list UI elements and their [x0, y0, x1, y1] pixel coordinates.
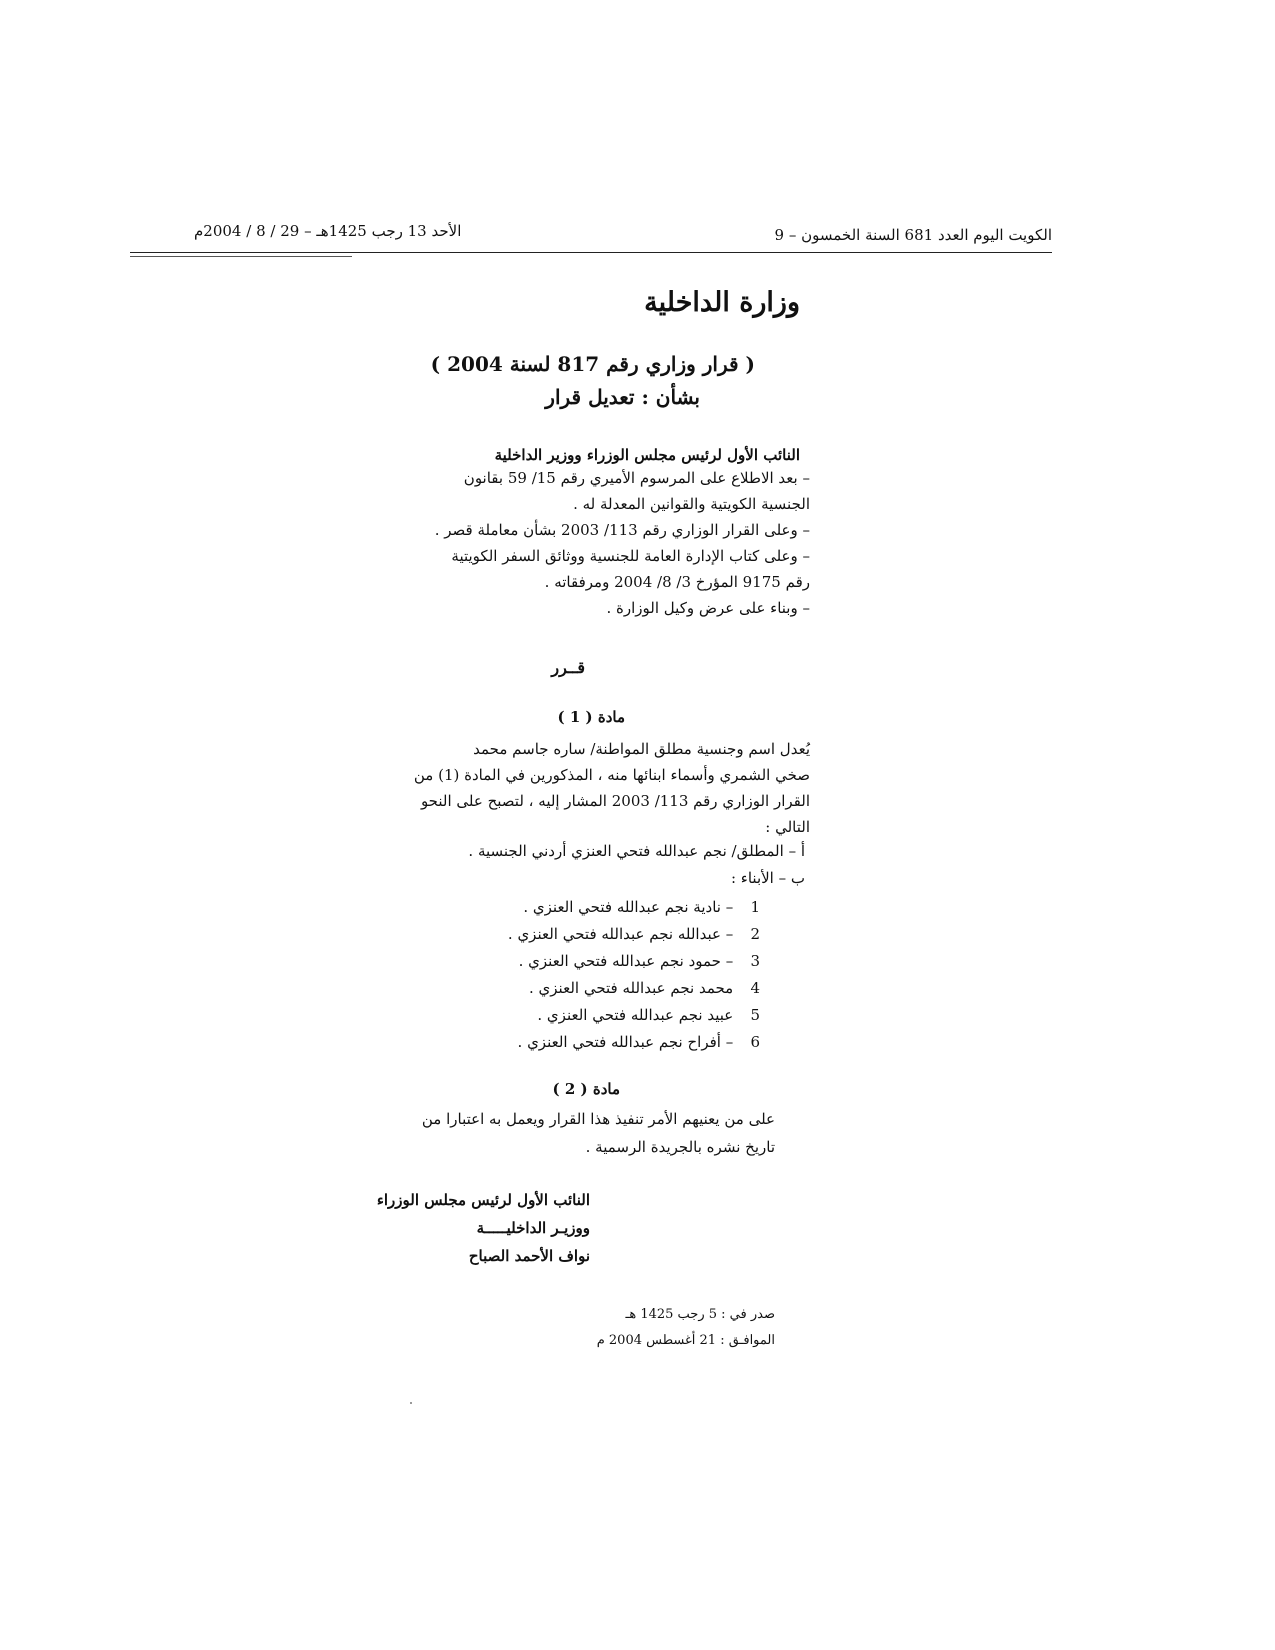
- child-name: – نادية نجم عبدالله فتحي العنزي .: [523, 898, 734, 916]
- child-number: 4: [750, 979, 760, 997]
- article-2-line: تاريخ نشره بالجريدة الرسمية .: [585, 1138, 775, 1156]
- preamble: [435, 465, 810, 621]
- issued-hijri: صدر في : 5 رجب 1425 هـ: [625, 1307, 775, 1322]
- article-1-line: يُعدل اسم وجنسية مطلق المواطنة/ ساره جاسم محمد: [473, 740, 810, 758]
- child-item: [508, 921, 760, 948]
- scan-speck: [410, 1402, 412, 1404]
- signature-name: نواف الأحمد الصباح: [468, 1247, 590, 1265]
- preamble-line: – وعلى كتاب الإدارة العامة للجنسية ووثائق السفر الكويتية: [451, 547, 810, 565]
- child-item: [508, 1029, 760, 1056]
- article-1-title: مادة ( 1 ): [557, 708, 625, 726]
- header-issue-info: الكويت اليوم العدد 681 السنة الخمسون – 9: [774, 226, 1052, 244]
- child-number: 6: [750, 1033, 760, 1051]
- issuer-line: النائب الأول لرئيس مجلس الوزراء ووزير الداخلية: [494, 446, 800, 464]
- header-rule: [130, 252, 1052, 253]
- running-header: [130, 220, 1052, 252]
- child-name: عبيد نجم عبدالله فتحي العنزي .: [537, 1006, 734, 1024]
- issued-gregorian: الموافـق : 21 أغسطس 2004 م: [596, 1333, 775, 1348]
- child-name: – أفراح نجم عبدالله فتحي العنزي .: [517, 1033, 734, 1051]
- children-list: [508, 894, 760, 1056]
- signature-block: [377, 1186, 590, 1270]
- child-name: محمد نجم عبدالله فتحي العنزي .: [529, 979, 734, 997]
- preamble-line: رقم 9175 المؤرخ 3/ 8/ 2004 ومرفقاته .: [544, 573, 810, 591]
- child-number: 2: [750, 925, 760, 943]
- child-number: 3: [750, 952, 760, 970]
- article-2-title: مادة ( 2 ): [552, 1080, 620, 1098]
- list-item: ب – الأبناء :: [730, 869, 805, 887]
- header-date: الأحد 13 رجب 1425هـ – 29 / 8 / 2004م: [194, 222, 462, 240]
- child-item: [508, 894, 760, 921]
- signature-ministry: ووزيـر الداخليـــــة: [476, 1219, 590, 1237]
- child-name: – عبدالله نجم عبدالله فتحي العنزي .: [507, 925, 734, 943]
- preamble-line: – وبناء على عرض وكيل الوزارة .: [606, 599, 810, 617]
- child-item: [508, 1002, 760, 1029]
- decree-title: ( قرار وزاري رقم 817 لسنة 2004 ): [430, 352, 755, 376]
- article-1-line: التالي :: [765, 818, 810, 836]
- child-name: – حمود نجم عبدالله فتحي العنزي .: [518, 952, 734, 970]
- child-number: 5: [750, 1006, 760, 1024]
- signature-title: النائب الأول لرئيس مجلس الوزراء: [376, 1191, 590, 1209]
- list-item: أ – المطلق/ نجم عبدالله فتحي العنزي أردني الجنسية .: [468, 842, 805, 860]
- preamble-line: – بعد الاطلاع على المرسوم الأميري رقم 15/ 59 بقانون: [463, 469, 810, 487]
- ministry-title: وزارة الداخلية: [644, 287, 800, 318]
- child-number: 1: [750, 898, 760, 916]
- preamble-line: الجنسية الكويتية والقوانين المعدلة له .: [573, 495, 810, 513]
- preamble-line: – وعلى القرار الوزاري رقم 113/ 2003 بشأن معاملة قصر .: [434, 521, 810, 539]
- child-item: [508, 975, 760, 1002]
- article-1-items: [468, 838, 805, 892]
- decree-subject: بشأن : تعديل قرار: [545, 385, 700, 409]
- article-2-body: [422, 1106, 775, 1162]
- article-1-body: [414, 736, 810, 840]
- article-1-line: القرار الوزاري رقم 113/ 2003 المشار إليه ، لتصبح على النحو: [420, 792, 810, 810]
- decided-heading: قــرر: [551, 658, 585, 677]
- article-1-line: صخي الشمري وأسماء ابنائها منه ، المذكورين في المادة (1) من: [413, 766, 810, 784]
- issue-date-block: [597, 1302, 775, 1354]
- header-rule-short: [130, 256, 352, 257]
- article-2-line: على من يعنيهم الأمر تنفيذ هذا القرار ويعمل به اعتبارا من: [421, 1110, 775, 1128]
- child-item: [508, 948, 760, 975]
